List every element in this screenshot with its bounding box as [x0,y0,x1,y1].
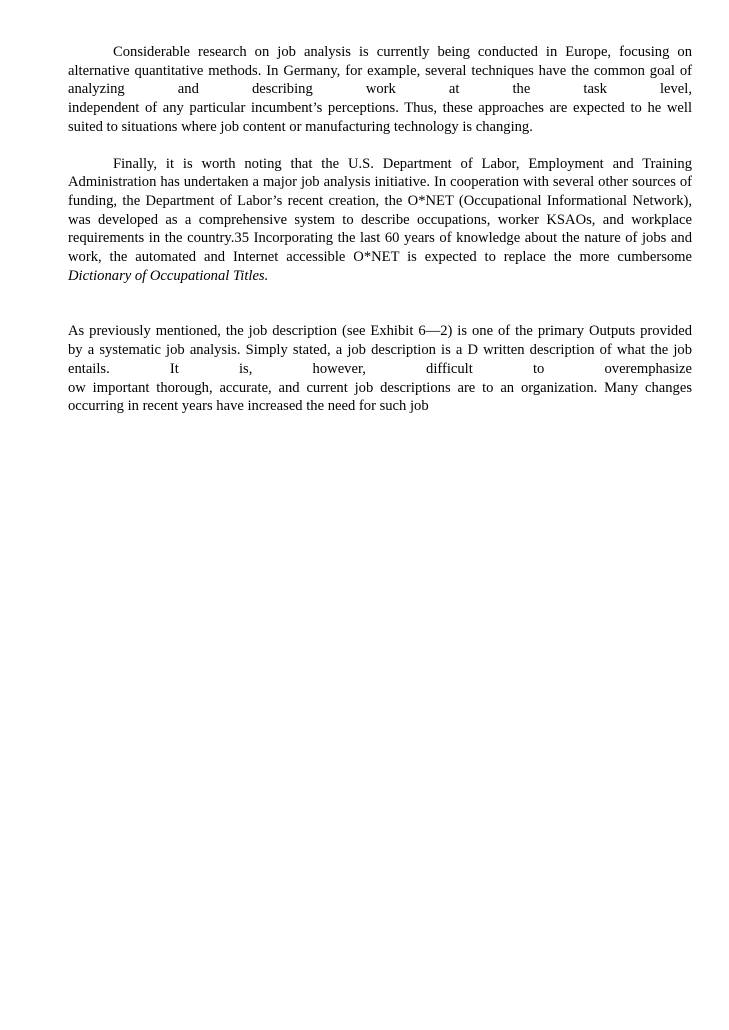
book-title-line: Dictionary of Occupational Titles. [68,267,269,284]
text-line: occurring in recent years have increased the need for such job [68,398,429,415]
text-line: Finally, it is worth noting that the U.S. Department of Labor, Employment and Training [113,155,692,172]
text-line: Considerable research on job analysis is currently being conducted in Europe, focusing on [113,44,692,60]
paragraph-europe-research [68,43,692,137]
text-line: requirements in the country.35 Incorporating the last 60 years of knowledge about the nature of jobs and [68,230,692,247]
text-line: alternative quantitative methods. In Germany, for example, several techniques have the common goal of [68,62,692,79]
document-page [68,43,692,416]
text-line: by a systematic job analysis. Simply stated, a job description is a D written description of what the job [68,342,692,359]
text-line: As previously mentioned, the job description (see Exhibit 6—2) is one of the primary Outputs provided [68,323,692,340]
text-line: work, the automated and Internet accessible O*NET is expected to replace the more cumbersome [68,249,692,266]
text-line: was developed as a comprehensive system to describe occupations, worker KSAOs, and workplace [68,211,692,228]
text-line: entails. It is, however, difficult to overemphasize [68,360,692,377]
text-line: ow important thorough, accurate, and current job descriptions are to an organization. Many changes [68,379,692,396]
paragraph-job-description [68,322,692,416]
paragraph-onet [68,155,692,286]
text-line: suited to situations where job content or manufacturing technology is changing. [68,118,533,135]
text-line: Administration has undertaken a major job analysis initiative. In cooperation with several other sources of [68,174,692,191]
text-line: funding, the Department of Labor’s recent creation, the O*NET (Occupational Informational Network), [68,192,692,209]
text-line: independent of any particular incumbent’s perceptions. Thus, these approaches are expected to he well [68,100,692,117]
text-line: analyzing and describing work at the task level, [68,81,692,98]
